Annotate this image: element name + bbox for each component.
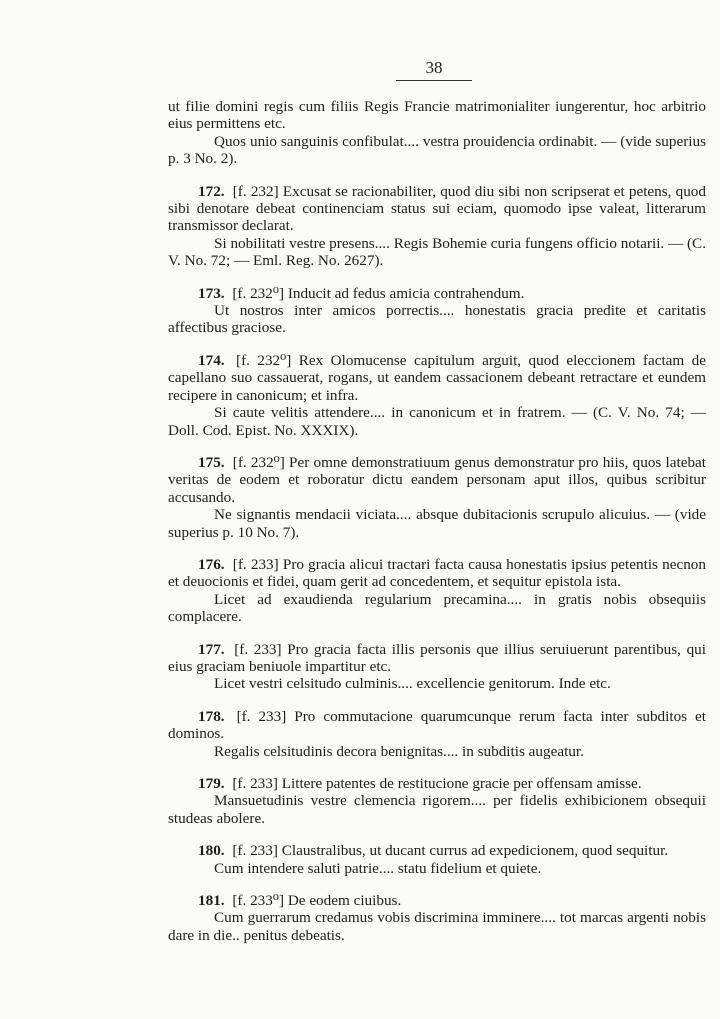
entry-number: 174. [198,351,225,369]
folio-reference: [f. 232] [232,182,279,200]
entry-incipit: Ne signantis mendacii viciata.... absque dubitacionis scrupulo alicuius. — (vide superius p. 10 No. 7). [168,506,706,541]
entry-number: 179. [198,775,225,792]
entries-list [168,183,706,945]
entry-heading [168,454,706,506]
entry-number: 172. [198,182,225,200]
entry-incipit: Regalis celsitudinis decora benignitas.... in subditis augeatur. [214,742,584,760]
entry-heading [168,641,706,676]
document-entry [168,892,706,944]
folio-reference: [f. 233] [232,555,279,573]
entry-incipit: Mansuetudinis vestre clemencia rigorem.... per fidelis exhibicionem obsequii studeas abolere. [168,792,706,827]
folio-reference: [f. 232⁰] [236,351,292,369]
entry-incipit: Cum guerrarum credamus vobis discrimina imminere.... tot marcas argenti nobis dare in die.. penitus debeatis. [168,909,706,944]
entry-summary: Pro commutacione quarumcunque rerum facta inter subditos et dominos. [168,707,707,743]
entry-incipit: Si nobilitati vestre presens.... Regis Bohemie curia fungens officio notarii. — (C. V. No. 72; — Eml. Reg. No. 2627). [168,234,706,270]
document-entry [168,352,706,439]
entry-number: 181. [198,892,225,910]
entry-summary: Per omne demonstratiuum genus demonstratur pro hiis, quos latebat veritas de eodem et roboratur dictu eandem personam aput illos, quibus scribitur accusando. [168,453,707,506]
entry-heading [168,183,706,235]
entry-summary: Pro gracia alicui tractari facta causa honestatis ipsius petentis necnon et deuocionis et fidei, quam gerit ad concedentem, et sequitur epistola ista. [168,555,706,591]
entry-number: 177. [198,640,225,658]
entry-heading [168,842,706,859]
entry-summary: Inducit ad fedus amicia contrahendum. [287,284,525,302]
document-entry [168,183,706,270]
document-entry [168,842,706,877]
entry-number: 180. [198,842,225,860]
entry-number: 176. [198,555,225,573]
page-number: 38 [425,58,443,77]
entry-incipit: Licet vestri celsitudo culminis.... excellencie genitorum. Inde etc. [214,675,611,693]
folio-reference: [f. 233] [236,707,287,725]
entry-heading [168,285,706,302]
folio-reference: [f. 233] [234,640,282,658]
entry-incipit: Licet ad exaudienda regularium precamina.... in gratis nobis obsequiis complacere. [168,590,706,626]
entry-heading [168,352,706,404]
intro-incipit: Quos unio sanguinis confibulat.... vestra prouidencia ordinabit. — (vide superius p. 3 No. 2). [168,132,706,168]
entry-number: 175. [198,453,225,471]
entry-summary: Excusat se racionabiliter, quod diu sibi non scripserat et petens, quod sibi denotare debeat continenciam status sui eciam, quomodo ipse valeat, litterarum transmissor declarat. [168,182,706,235]
entry-summary: Rex Olomucense capitulum arguit, quod eleccionem factam de capellano suo cassauerat, rogans, ut eandem cassacionem debeant retractare et eundem recipere in canonicum; et infra. [168,351,707,404]
entry-summary: Pro gracia facta illis personis que illius seruiuerunt parentibus, qui eius graciam beniuole impartitur etc. [168,640,706,675]
page-number-rule [396,80,472,81]
page-body [168,98,706,944]
entry-summary: De eodem ciuibus. [287,892,402,910]
entry-heading [168,556,706,591]
intro-text: ut filie domini regis cum filiis Regis Francie matrimonialiter iungerentur, hoc arbitrio eius permittens etc. [168,98,706,133]
document-entry [168,556,706,626]
folio-reference: [f. 233] [232,842,278,860]
entry-incipit: Ut nostros inter amicos porrectis.... honestatis gracia predite et caritatis affectibus graciose. [168,302,706,337]
entry-heading [168,708,706,743]
entry-incipit: Si caute velitis attendere.... in canonicum et in fratrem. — (C. V. No. 74; — Doll. Cod. Epist. No. XXXIX). [168,404,706,439]
entry-heading [168,775,706,792]
entry-summary: Claustralibus, ut ducant currus ad expedicionem, quod sequitur. [281,842,669,860]
entry-number: 173. [198,284,225,302]
entry-heading [168,892,706,909]
entry-summary: Littere patentes de restitucione gracie per offensam amisse. [281,775,642,792]
folio-reference: [f. 233⁰] [232,892,285,910]
folio-reference: [f. 233] [232,775,278,792]
folio-reference: [f. 232⁰] [232,453,285,471]
document-entry [168,641,706,693]
entry-number: 178. [198,707,225,725]
document-entry [168,454,706,541]
folio-reference: [f. 232⁰] [232,284,285,302]
document-entry [168,285,706,337]
document-entry [168,775,706,827]
document-entry [168,708,706,760]
entry-incipit: Cum intendere saluti patrie.... statu fidelium et quiete. [214,859,542,877]
